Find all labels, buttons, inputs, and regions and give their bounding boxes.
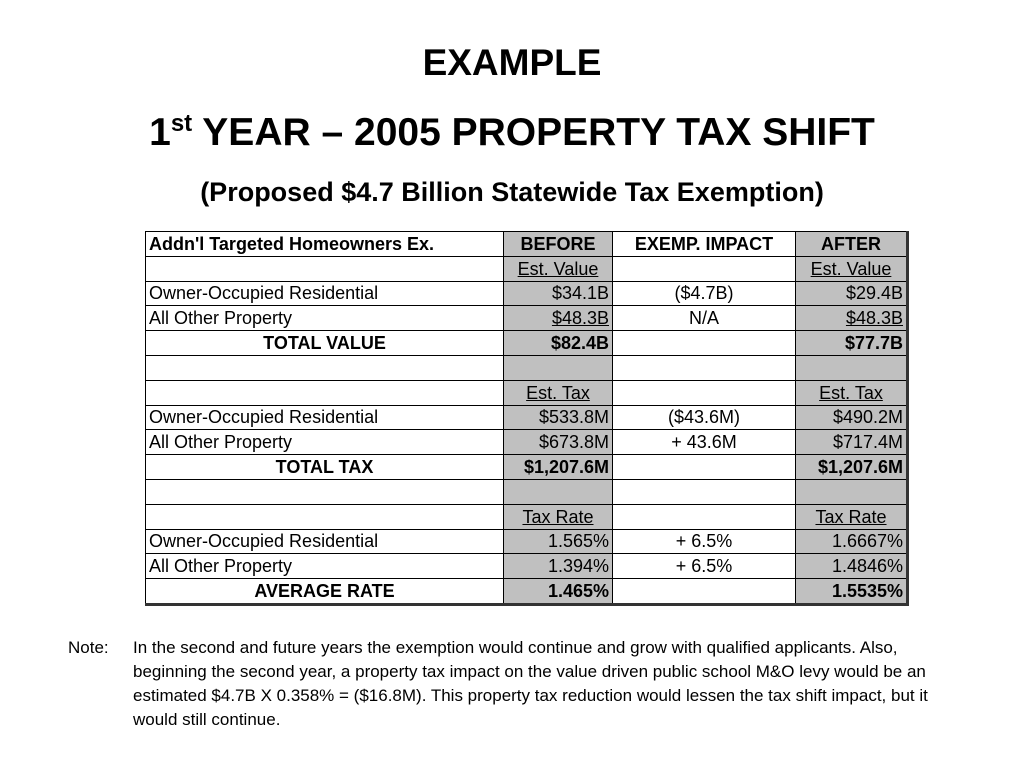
table-row xyxy=(146,455,908,480)
cell-text: 1.4846% xyxy=(831,556,903,577)
cell-text: Est. Value xyxy=(517,258,599,279)
note-label: Note: xyxy=(68,638,109,657)
subtitle-superscript: st xyxy=(170,110,193,137)
table-row xyxy=(146,504,908,529)
table-cell xyxy=(504,306,613,331)
table-cell xyxy=(146,232,504,257)
table-cell xyxy=(504,281,613,306)
table-row xyxy=(146,232,908,257)
table-row xyxy=(146,479,908,504)
table-cell xyxy=(613,306,796,331)
table-cell xyxy=(613,331,796,356)
table-cell xyxy=(146,529,504,554)
table-cell xyxy=(504,256,613,281)
cell-text: 1.5535% xyxy=(831,581,903,602)
table-cell xyxy=(796,430,908,455)
table-cell xyxy=(504,479,613,504)
cell-text: BEFORE xyxy=(520,233,596,254)
cell-text: N/A xyxy=(688,308,719,329)
table-cell xyxy=(796,504,908,529)
table-cell xyxy=(613,380,796,405)
cell-text: Est. Tax xyxy=(526,382,590,403)
table-cell xyxy=(613,256,796,281)
table-cell xyxy=(146,331,504,356)
cell-text: $77.7B xyxy=(844,333,903,354)
table-cell xyxy=(504,455,613,480)
slide-subtitle-2: (Proposed $4.7 Billion Statewide Tax Exemption) xyxy=(200,177,824,207)
table-cell xyxy=(146,579,504,605)
cell-text: $490.2M xyxy=(832,407,903,428)
cell-text: All Other Property xyxy=(149,432,293,453)
table-cell xyxy=(613,455,796,480)
cell-text: Tax Rate xyxy=(522,506,594,527)
slide-title: EXAMPLE xyxy=(422,42,602,83)
table-row xyxy=(146,554,908,579)
table-cell xyxy=(146,430,504,455)
note-text: In the second and future years the exemption would continue and grow with qualified applicants. Also, beginning the second year, a property tax impact on the value driven public school M&O levy would be an estimated $4.7B X 0.358% = ($16.8M). This property tax reduction would lessen the tax shift impact, but it would still continue. xyxy=(133,638,928,729)
table-row xyxy=(146,380,908,405)
cell-text: 1.6667% xyxy=(831,531,903,552)
table-cell xyxy=(613,281,796,306)
cell-text: $48.3B xyxy=(551,308,609,329)
cell-text: 1.465% xyxy=(547,581,609,602)
cell-text: $717.4M xyxy=(832,432,903,453)
table-cell xyxy=(796,380,908,405)
table-cell xyxy=(504,380,613,405)
cell-text: 1.394% xyxy=(547,556,609,577)
cell-text: EXEMP. IMPACT xyxy=(634,233,774,254)
cell-text: $29.4B xyxy=(845,283,903,304)
cell-text: $1,207.6M xyxy=(523,457,609,478)
table-cell xyxy=(613,579,796,605)
table-row xyxy=(146,331,908,356)
table-cell xyxy=(146,405,504,430)
cell-text: Owner-Occupied Residential xyxy=(149,283,379,304)
table-cell xyxy=(613,504,796,529)
table-row xyxy=(146,306,908,331)
cell-text: TOTAL VALUE xyxy=(263,333,386,354)
table-cell xyxy=(504,331,613,356)
cell-text: Est. Tax xyxy=(819,382,883,403)
note xyxy=(68,636,948,732)
table-cell xyxy=(796,306,908,331)
cell-text: $533.8M xyxy=(538,407,609,428)
cell-text: + 43.6M xyxy=(671,432,737,453)
table-row xyxy=(146,529,908,554)
table-cell xyxy=(504,504,613,529)
table-row xyxy=(146,430,908,455)
table-cell xyxy=(796,455,908,480)
cell-text: TOTAL TAX xyxy=(275,457,374,478)
slide-subtitle xyxy=(0,110,1024,155)
table-cell xyxy=(796,331,908,356)
table-cell xyxy=(146,306,504,331)
cell-text: + 6.5% xyxy=(675,556,733,577)
table-cell xyxy=(504,405,613,430)
table-cell xyxy=(613,232,796,257)
table-cell xyxy=(146,281,504,306)
table-cell xyxy=(796,355,908,380)
cell-text: Owner-Occupied Residential xyxy=(149,407,379,428)
cell-text: Addn'l Targeted Homeowners Ex. xyxy=(149,233,434,254)
cell-text: 1.565% xyxy=(547,531,609,552)
subtitle-number: 1 xyxy=(149,111,171,154)
table-cell xyxy=(613,529,796,554)
cell-text: Tax Rate xyxy=(815,506,887,527)
cell-text: All Other Property xyxy=(149,556,293,577)
table-cell xyxy=(146,504,504,529)
table-cell xyxy=(146,380,504,405)
table-cell xyxy=(613,430,796,455)
tax-shift-table xyxy=(145,231,909,606)
cell-text: + 6.5% xyxy=(675,531,733,552)
cell-text: $48.3B xyxy=(845,308,903,329)
cell-text: AVERAGE RATE xyxy=(254,581,395,602)
table-cell xyxy=(613,405,796,430)
table-cell xyxy=(613,554,796,579)
table-cell xyxy=(613,355,796,380)
table-cell xyxy=(796,554,908,579)
table-row xyxy=(146,355,908,380)
subtitle-text: YEAR – 2005 PROPERTY TAX SHIFT xyxy=(192,111,875,154)
table-cell xyxy=(504,529,613,554)
table-cell xyxy=(796,529,908,554)
table-cell xyxy=(504,554,613,579)
cell-text: Owner-Occupied Residential xyxy=(149,531,379,552)
table-cell xyxy=(146,554,504,579)
cell-text: $673.8M xyxy=(538,432,609,453)
table-cell xyxy=(504,355,613,380)
table-cell xyxy=(796,405,908,430)
table-cell xyxy=(796,281,908,306)
table-cell xyxy=(504,232,613,257)
cell-text: Est. Value xyxy=(810,258,892,279)
table-cell xyxy=(504,579,613,605)
table-row xyxy=(146,281,908,306)
table-cell xyxy=(146,256,504,281)
cell-text: $1,207.6M xyxy=(817,457,903,478)
table-cell xyxy=(504,430,613,455)
table-row xyxy=(146,579,908,605)
table-cell xyxy=(146,355,504,380)
table-row xyxy=(146,405,908,430)
table-cell xyxy=(796,232,908,257)
table-row xyxy=(146,256,908,281)
cell-text: ($43.6M) xyxy=(667,407,741,428)
table-cell xyxy=(796,256,908,281)
cell-text: $34.1B xyxy=(551,283,609,304)
table-cell xyxy=(796,579,908,605)
cell-text: $82.4B xyxy=(550,333,609,354)
table-cell xyxy=(613,479,796,504)
table-cell xyxy=(796,479,908,504)
table-cell xyxy=(146,479,504,504)
cell-text: AFTER xyxy=(821,233,881,254)
cell-text: ($4.7B) xyxy=(674,283,734,304)
cell-text: All Other Property xyxy=(149,308,293,329)
table-cell xyxy=(146,455,504,480)
